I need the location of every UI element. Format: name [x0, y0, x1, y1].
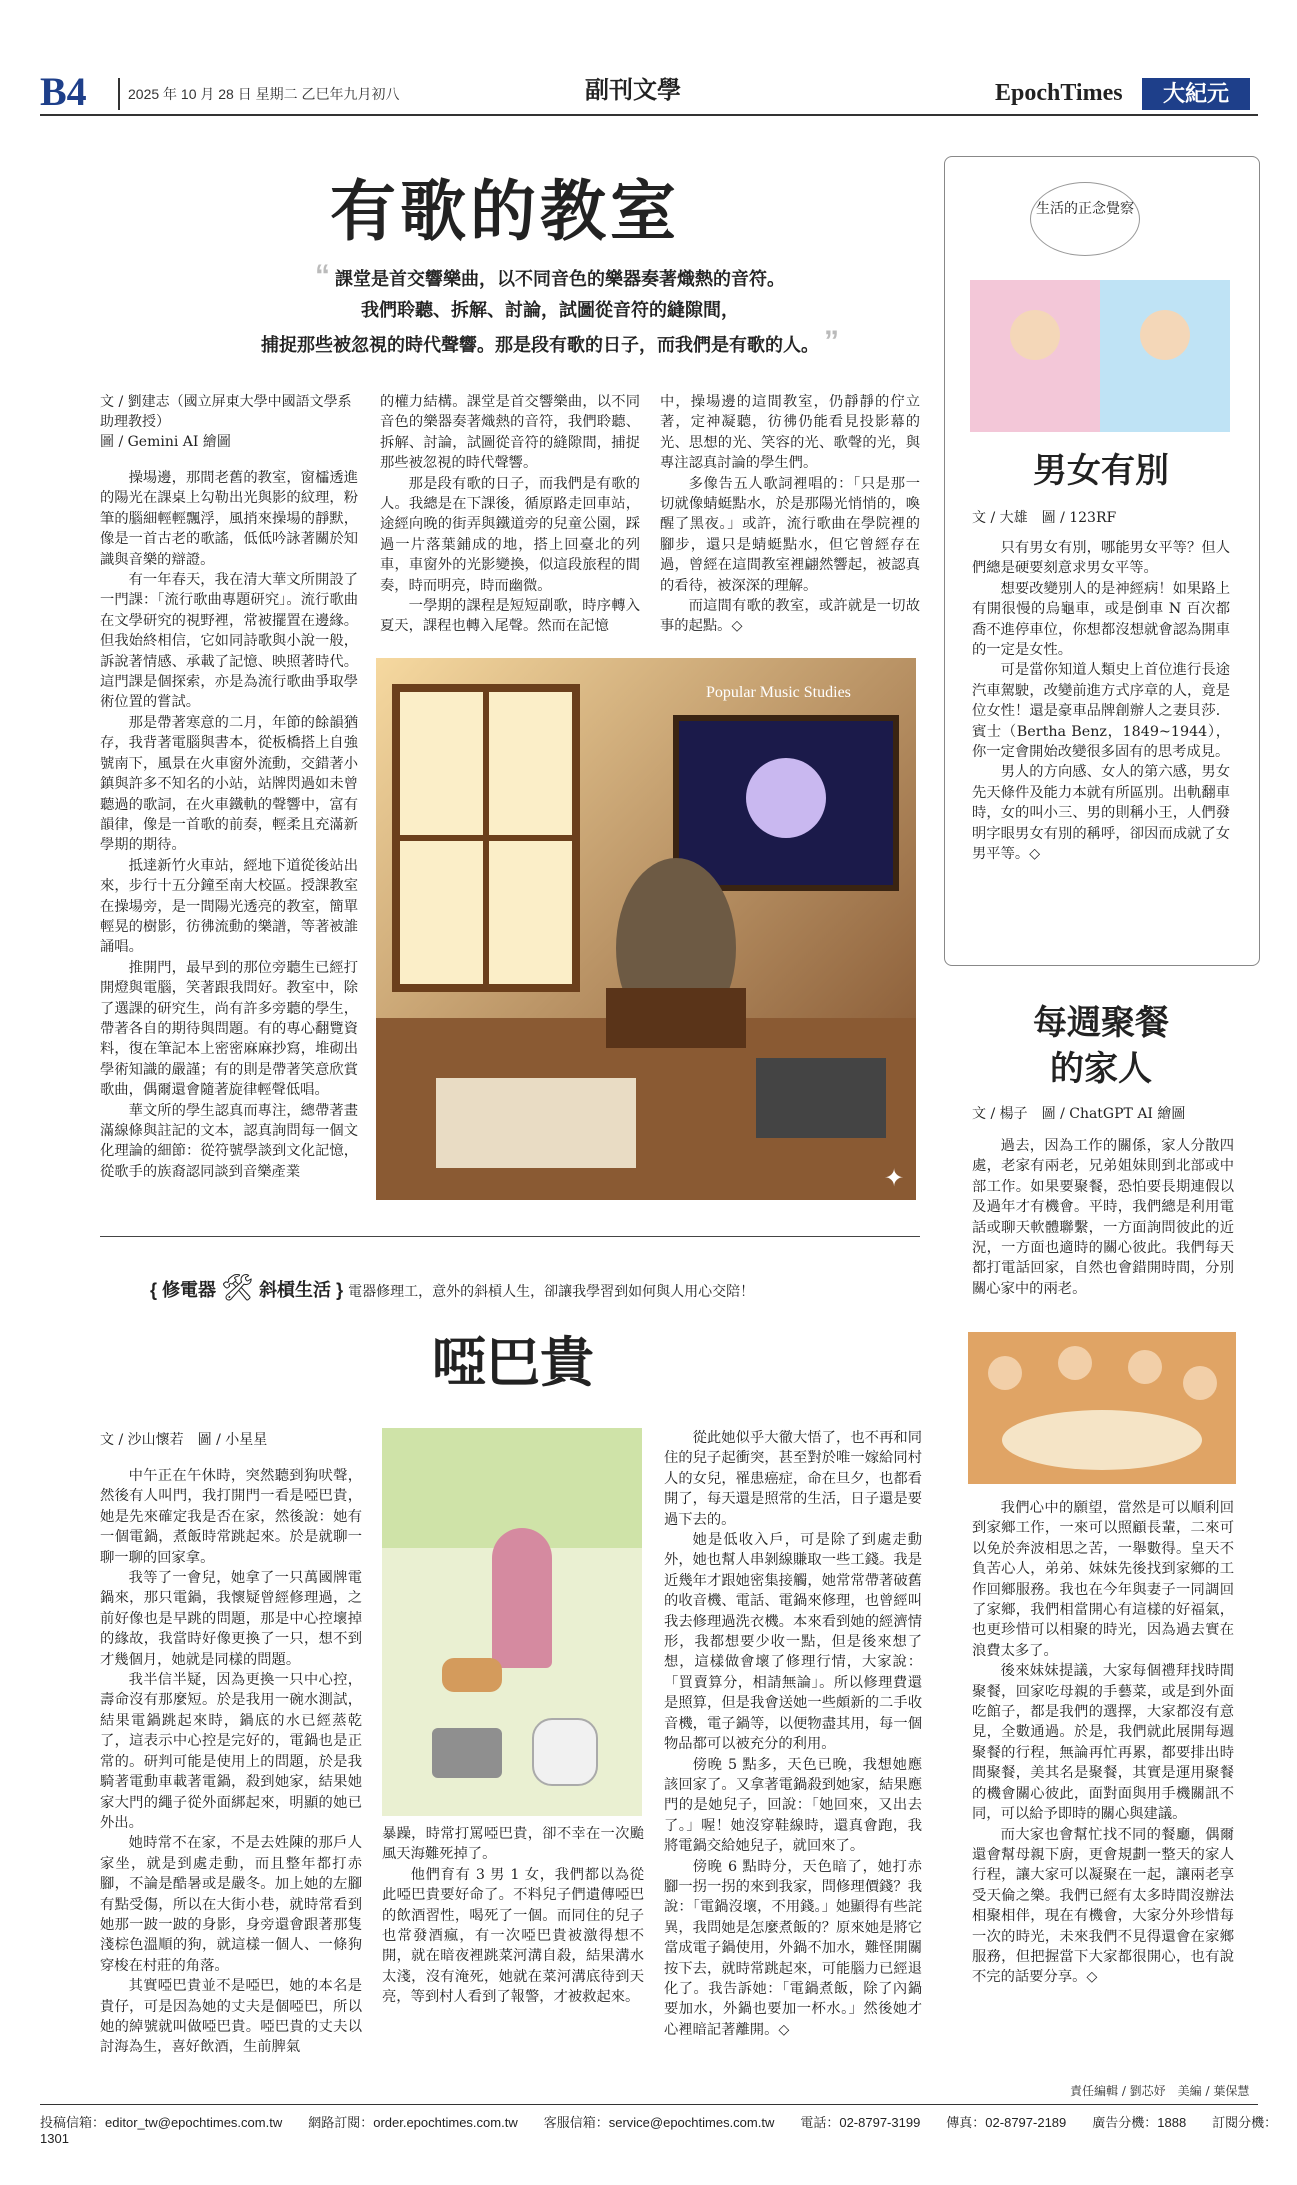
footer-contact: 投稿信箱：editor_tw@epochtimes.com.tw 網路訂閱：order.epochtimes.com.tw 客服信箱：service@epochtimes.com.tw 電話：02-8797-3199 傳真：02-8797-2189 廣告分機：1888 訂閱分機：1301: [40, 2115, 1278, 2146]
classroom-illustration: [376, 658, 916, 1200]
article-lead: [240, 260, 860, 361]
close-quote-icon: ”: [824, 325, 839, 358]
sidebar-byline: 文 / 大雄 圖 / 123RF: [972, 510, 1117, 526]
section-divider: [100, 1236, 920, 1237]
article2-column-3: 從此她似乎大徹大悟了，也不再和同住的兒子起衝突，甚至對於唯一嫁給同村人的女兒，罹患癌症，命在旦夕，也都看開了，每天還是照常的生活，日子還是要過下去的。 她是低收入戶，可是除了到處走動外，她也幫人串剝線賺取一些工錢。我是近幾年才跟她密集接觸，她常常帶著破舊的收音機、電話、電鍋來修理，也曾經叫我去修理過洗衣機。本來看到她的經濟情形，我都想要少收一點，但是後來想了想，這樣做會壞了修理行情，大家說：「買賣算分，相請無論」。所以修理費還是照算，但是我會送她一些頗新的二手收音機，電子鍋等，以便物盡其用，每一個物品都可以被充分的利用。 傍晚 5 點多，天色已晚，我想她應該回家了。又拿著電鍋殺到她家，結果應門的是她兒子，回說：「她回來，又出去了。」喔！她沒穿鞋線時，還真會跑，我將電鍋交給她兒子，就回來了。 傍晚 6 點時分，天色暗了，她打赤腳一拐一拐的來到我家，問修理價錢？我說：「電鍋沒壞，不用錢。」她顯得有些詫異，我問她是怎麼煮飯的？原來她是將它當成電子鍋使用，外鍋不加水，難怪開關按下去，就時常跳起來，可能腦力已經退化了。我告訴她：「電鍋煮飯，除了內鍋要加水，外鍋也要加一杯水。」然後她才心裡暗記著離開。◇: [664, 1430, 922, 2038]
lead-line: 捕捉那些被忽視的時代聲響。那是段有歌的日子，而我們是有歌的人。: [260, 335, 819, 355]
footer-rule: [40, 2104, 1258, 2105]
article2-column-2: 暴躁，時常打罵啞巴貴，卻不幸在一次颱風天海難死掉了。 他們育有 3 男 1 女，我們都以為從此啞巴貴要好命了。不料兒子們遺傳啞巴的飲酒習性，喝死了一個。而同住的兒子也常發酒瘋，有一次啞巴貴被激得想不開，就在暗夜裡跳菜河溝自殺，結果溝水太淺，沒有淹死，她就在菜河溝底待到天亮，等到村人看到了報警，才被救起來。: [382, 1826, 644, 2006]
logo: 大紀元: [1142, 78, 1250, 110]
wrench-screwdriver-icon: 🛠: [221, 1272, 255, 1302]
radio-figure: [432, 1728, 502, 1778]
brand-name: EpochTimes: [995, 80, 1123, 106]
sparkle-icon: ✦: [884, 1164, 905, 1192]
woman-figure: [492, 1528, 552, 1668]
family-byline: 文 / 楊子 圖 / ChatGPT AI 繪圖: [972, 1106, 1186, 1122]
article-title: 有歌的教室: [330, 172, 680, 250]
editor-credits: 責任編輯 / 劉芯妤 美編 / 葉保慧: [1070, 2084, 1250, 2098]
woman-figure: [1010, 310, 1060, 360]
article-column-2: 的權力結構。課堂是首交響樂曲，以不同音色的樂器奏著熾熱的音符，我們聆聽、拆解、討論，試圖從音符的縫隙間，捕捉那些被忽視的時代聲響。 那是段有歌的日子，而我們是有歌的人。我總是在下課後，循原路走回車站，途經向晚的街弄與鐵道旁的兒童公園，踩過一片落葉鋪成的地，搭上回臺北的列車，車窗外的光影變換，似這段旅程的間奏，時而明亮，時而幽微。 一學期的課程是短短副歌，時序轉入夏天，課程也轉入尾聲。然而在記憶: [380, 394, 640, 635]
rice-cooker-figure: [532, 1718, 598, 1786]
dog-figure: [442, 1658, 502, 1692]
man-figure: [1140, 310, 1190, 360]
article2-column-1: 中午正在午休時，突然聽到狗吠聲，然後有人叫門，我打開門一看是啞巴貴，她是先來確定我是否在家，然後說：她有一個電鍋，煮飯時常跳起來。於是就聊一聊一聊的回家拿。 我等了一會兒，她拿了一只萬國牌電鍋來，那只電鍋，我懷疑曾經修理過，之前好像也是早跳的問題，那是中心控壞掉的緣故，我當時好像更換了一只，想不到才幾個月，她就是同樣的問題。 我半信半疑，因為更換一只中心控，壽命沒有那麼短。於是我用一碗水測試，結果電鍋跳起來時，鍋底的水已經蒸乾了，這表示中心控是完好的，電鍋也是正常的。研判可能是使用上的問題，於是我騎著電動車載著電鍋，殺到她家，結果她家大門的繩子從外面綁起來，明顯的她已外出。 她時常不在家，不是去姓陳的那戶人家坐，就是到處走動，而且整年都打赤腳，不論是酷暑或是嚴冬。加上她的左腳有點受傷，所以在大街小巷，就時常看到她那一跛一跛的身影，身旁還會跟著那隻淺棕色溫順的狗，就這樣一個人、一條狗穿梭在村莊的角落。 其實啞巴貴並不是啞巴，她的本名是貴仔，可是因為她的丈夫是個啞巴，所以她的綽號就叫做啞巴貴。啞巴貴的丈夫以討海為生，喜好飲酒，生前脾氣: [100, 1468, 362, 2056]
column-badge: 生活的正念覺察: [1030, 182, 1140, 256]
article-column-3: 中，操場邊的這間教室，仍靜靜的佇立著，定神凝聽，彷彿仍能看見投影幕的光、思想的光、笑容的光、歌聲的光，與專注認真討論的學生們。 多像告五人歌詞裡唱的：「只是那一切就像蜻蜓點水，於是那陽光悄悄的，喚醒了黑夜。」或許，流行歌曲在學院裡的腳步，還只是蜻蜓點水，但它曾經存在過，曾經在這間教室裡翩然響起，被認真的看待，被深深的理解。 而這間有歌的教室，或許就是一切故事的起點。◇: [660, 394, 920, 635]
article-byline: 文 / 劉建志（國立屏東大學中國語文學系助理教授） 圖 / Gemini AI 繪圖: [100, 392, 358, 452]
family-title: 每週聚餐 的家人: [1033, 1003, 1169, 1089]
lead-line: 我們聆聽、拆解、討論，試圖從音符的縫隙間，: [361, 300, 739, 320]
image-credit: 圖 / Gemini AI 繪圖: [100, 434, 231, 450]
article2-byline: 文 / 沙山懷若 圖 / 小星星: [100, 1432, 268, 1448]
article-title-2: 啞巴貴: [432, 1330, 594, 1394]
sidebar-body: 只有男女有別，哪能男女平等？但人們總是硬要刻意求男女平等。 想要改變別人的是神經病！如果路上有開很慢的烏龜車，或是倒車 N 百次都喬不進停車位，你想都沒想就會認為開車的一定是女性。 可是當你知道人類史上首位進行長途汽車駕駛，改變前進方式序章的人，竟是位女性！還是豪車品牌創辦人之妻貝莎．賓士（Bertha Benz，1849~1944），你一定會開始改變很多固有的思考成見。 男人的方向感、女人的第六感，男女先天條件及能力本就有所區別。出軌翻車時，女的叫小三、男的則稱小王，人們發明字眼男女有別的稱呼，卻因而成就了女男平等。◇: [972, 540, 1230, 863]
dog-radio-illustration: [382, 1428, 642, 1816]
lead-line: 課堂是首交響樂曲，以不同音色的樂器奏著熾熱的音符。: [335, 269, 785, 289]
header-rule: [40, 114, 1258, 116]
page-number: B4: [40, 69, 87, 114]
dinner-table: [1002, 1410, 1202, 1470]
family-dinner-illustration: [968, 1332, 1236, 1484]
column-rubric: { 修電器 🛠 斜槓生活 } 電器修理工，意外的斜槓人生，卻讓我學習到如何與人用心交陪！: [150, 1272, 755, 1302]
header-divider: [118, 78, 120, 110]
family-body-top: 過去，因為工作的關係，家人分散四處，老家有兩老，兄弟姐妹則到北部或中部工作。如果要聚餐，恐怕要長期連假以及過年才有機會。平時，我們總是利用電話或聊天軟體聯繫，一方面詢問彼此的近況，一方面也適時的關心彼此。我們每天都打電話回家，自然也會錯開時間，分別關心家中的兩老。: [972, 1138, 1234, 1297]
sidebar-title: 男女有別: [1033, 451, 1169, 491]
family-body-bottom: 我們心中的願望，當然是可以順利回到家鄉工作，一來可以照顧長輩，二來可以免於奔波相思之苦，一舉數得。皇天不負苦心人，弟弟、妹妹先後找到家鄉的工作回鄉服務。我也在今年與妻子一同調回了家鄉，我們相當開心有這樣的好福氣，也更珍惜可以相聚的時光，因為過去實在浪費太多了。 後來妹妹提議，大家每個禮拜找時間聚餐，回家吃母親的手藝菜，或是到外面吃館子，都是我們的選擇，大家都沒有意見，全數通過。於是，我們就此展開每週聚餐的行程，無論再忙再累，都要排出時間聚餐，美其名是聚餐，其實是運用聚餐的機會關心彼此，面對面與用手機關訊不同，可以給予即時的關心與建議。 而大家也會幫忙找不同的餐廳，偶爾還會幫母親下廚，更會規劃一整天的家人行程，讓大家可以凝聚在一起，讓兩老享受天倫之樂。我們已經有太多時間沒辦法相聚相伴，現在有機會，大家分外珍惜每一次的時光，未來我們不見得還會在家鄉服務，但把握當下大家都很開心，也有說不完的話要分享。◇: [972, 1500, 1234, 1986]
article-column-1: 操場邊，那間老舊的教室，窗櫺透進的陽光在課桌上勾勒出光與影的紋理，粉筆的腦細輕輕飄浮，風捎來操場的靜默，像是一首古老的歌謠，低低吟詠著關於知識與音樂的辯證。 有一年春天，我在清大華文所開設了一門課：「流行歌曲專題研究」。流行歌曲在文學研究的視野裡，常被擺置在邊緣。但我始終相信，它如同詩歌與小說一般，訴說著情感、承載了記憶、映照著時代。這門課是個探索，亦是為流行歌曲爭取學術位置的嘗試。 那是帶著寒意的二月，年節的餘韻猶存，我背著電腦與書本，從板橋搭上自強號南下，風景在火車窗外流動，交錯著小鎮與許多不知名的小站，站牌閃過如未曾聽過的歌詞，在火車鐵軌的聲響中，富有韻律，像是一首歌的前奏，輕柔且充滿新學期的期待。 抵達新竹火車站，經地下道從後站出來，步行十五分鐘至南大校區。授課教室在操場旁，是一間陽光透亮的教室，簡單輕晃的樹影，彷彿流動的樂譜，等著被誰誦唱。 推開門，最早到的那位旁聽生已經打開燈與電腦，笑著跟我問好。教室中，除了選課的研究生，尚有許多旁聽的學生，帶著各自的期待與問題。有的專心翻覽資料，復在筆記本上密密麻麻抄寫，堆砌出學術知識的嚴謹；有的則是帶著笑意欣賞歌曲，偶爾還會隨著旋律輕聲低唱。 華文所的學生認真而專注，總帶著畫滿線條與註記的文本，認真詢問每一個文化理論的細節：從符號學談到文化記憶，從歌手的族裔認同談到音樂產業: [100, 470, 358, 1180]
gender-illustration: [970, 280, 1230, 432]
open-quote-icon: “: [314, 259, 330, 292]
section-title: 副刊文學: [585, 75, 681, 104]
illustration-caption: Popular Music Studies: [706, 684, 851, 701]
issue-date: 2025 年 10 月 28 日 星期二 乙巳年九月初八: [128, 86, 400, 102]
